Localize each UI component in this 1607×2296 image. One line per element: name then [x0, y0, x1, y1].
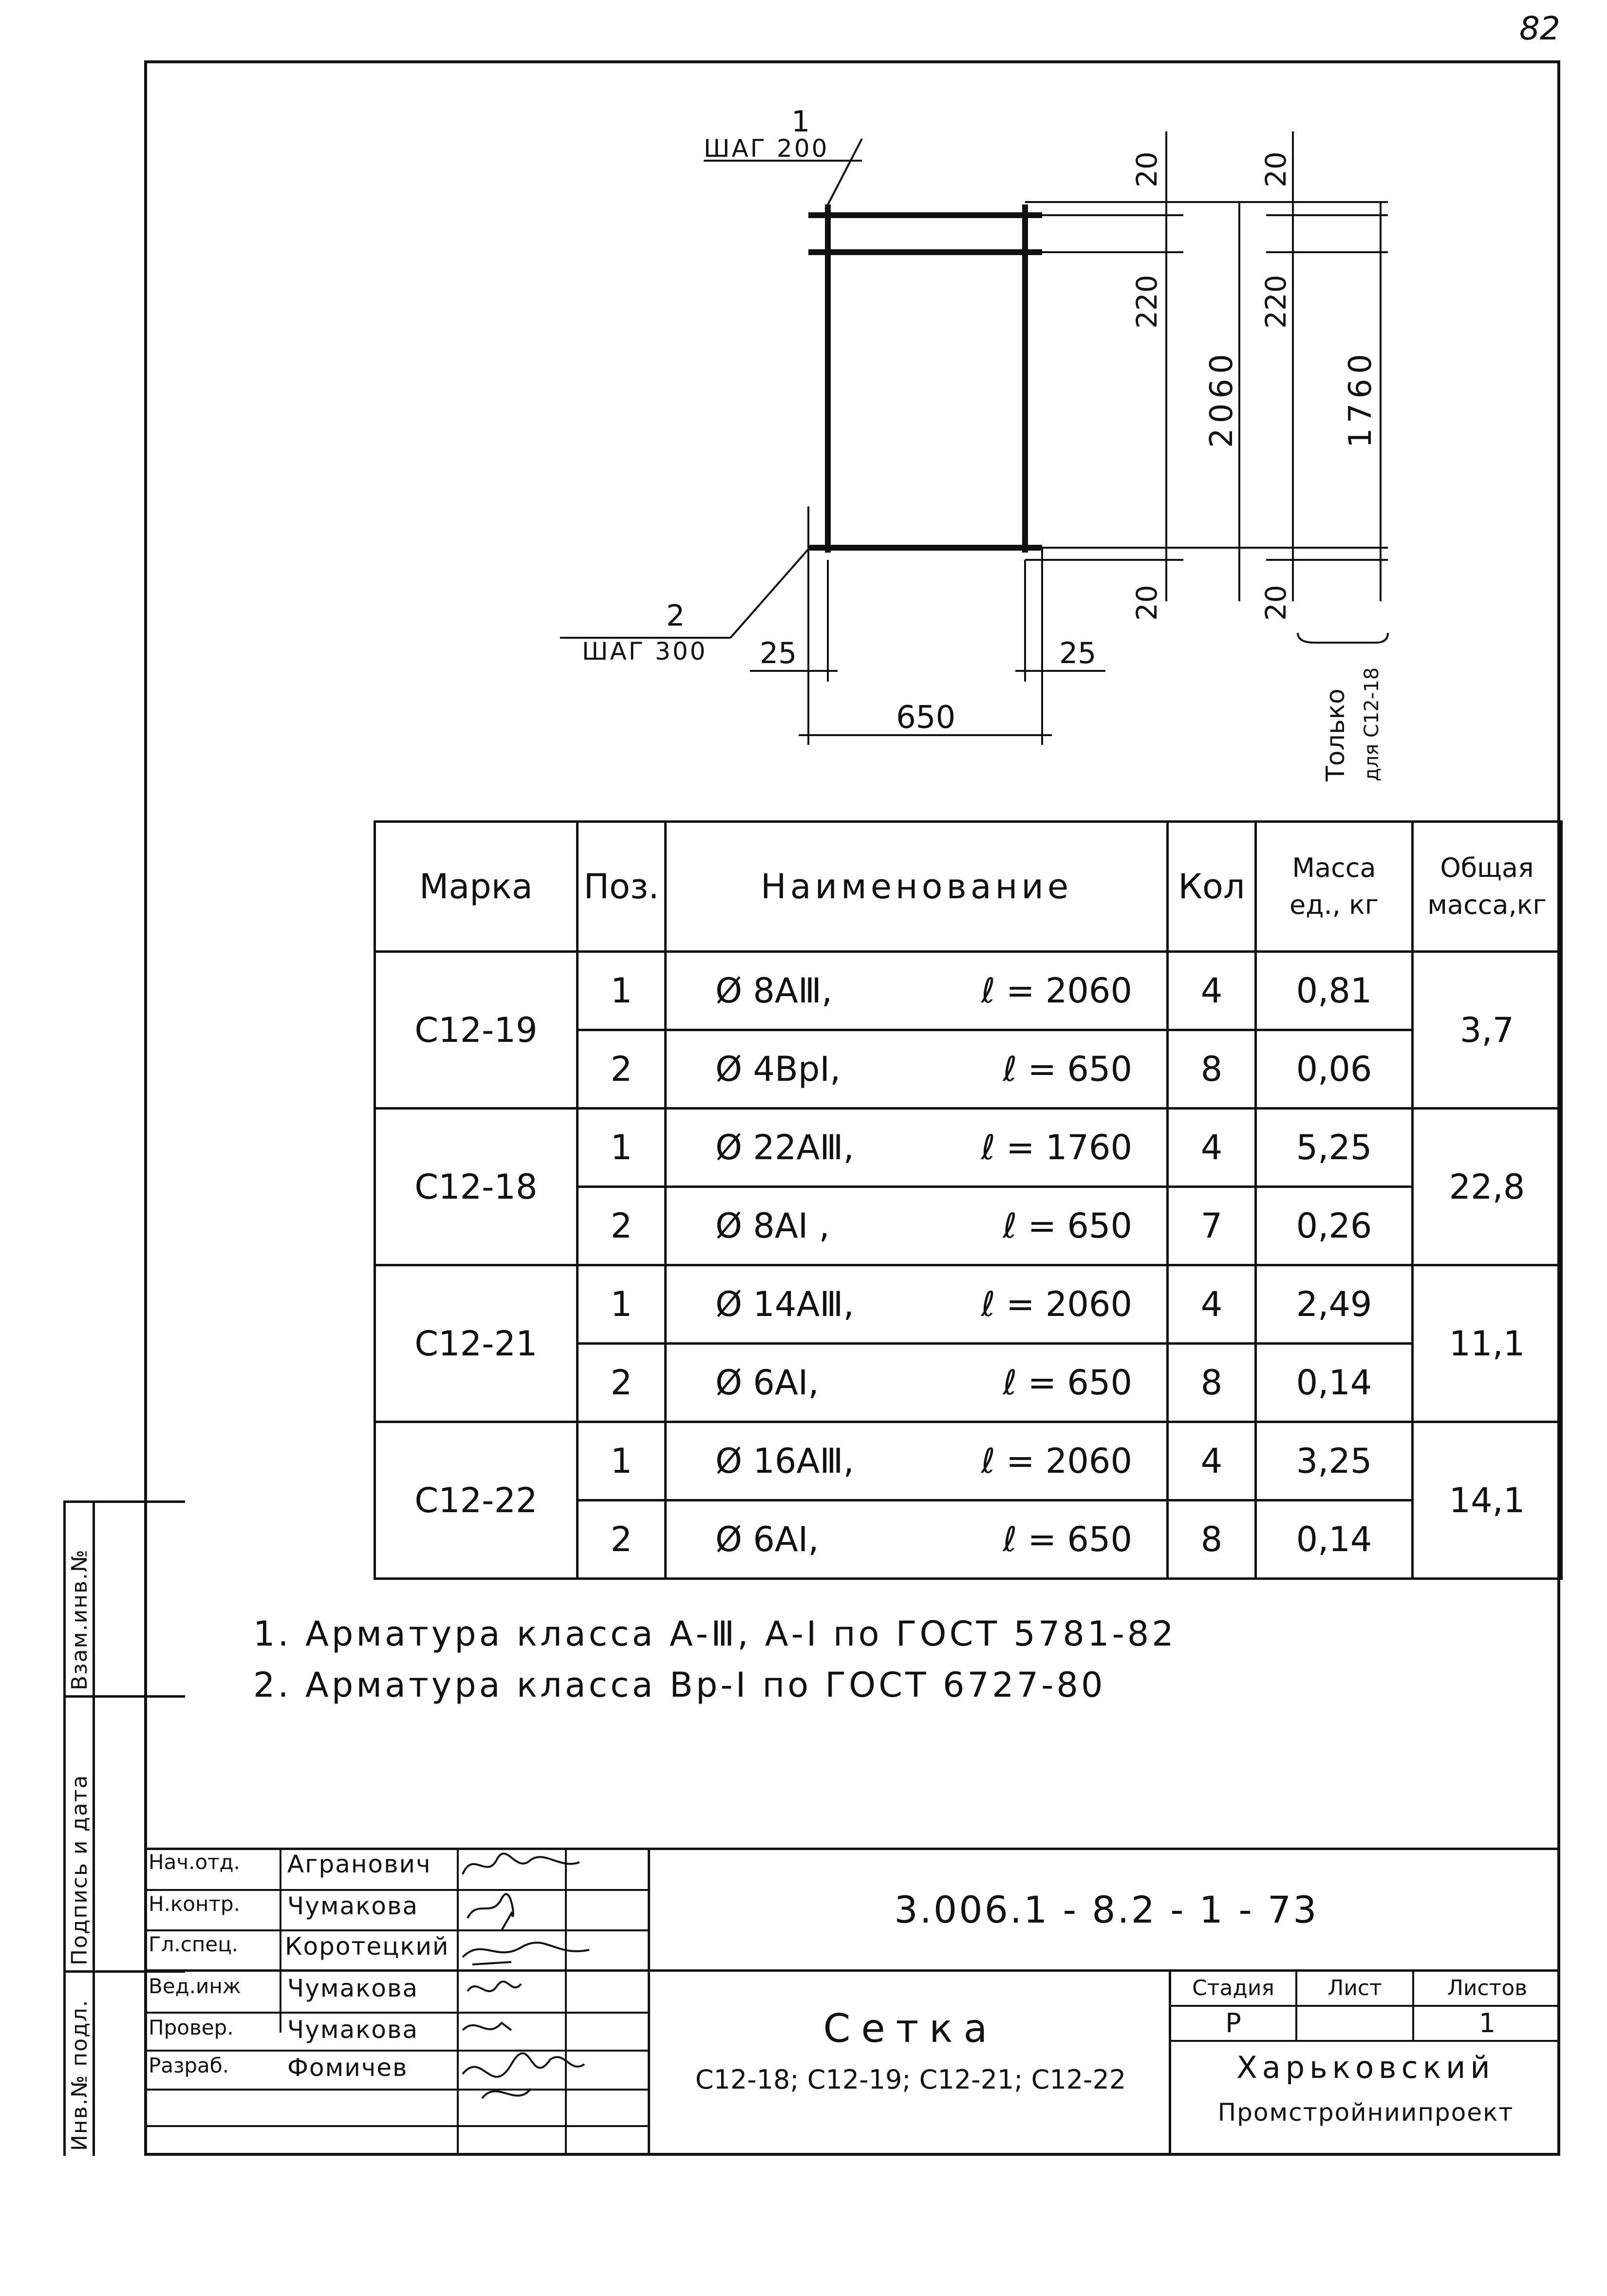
dim-total-length-left: 2060 — [1204, 349, 1240, 448]
pos-cell: 1 — [578, 1109, 666, 1187]
unit-mass-cell: 3,25 — [1256, 1422, 1413, 1500]
bar-length: ℓ = 2060 — [981, 1284, 1132, 1324]
bar-length: ℓ = 2060 — [981, 971, 1132, 1011]
unit-mass-cell: 0,14 — [1256, 1344, 1413, 1422]
signature-date-label: Подпись и дата — [67, 1774, 92, 1965]
table-row — [375, 1422, 1562, 1500]
unit-mass-cell: 0,14 — [1256, 1500, 1413, 1579]
name-cell — [666, 1344, 1168, 1422]
staff-role: Вед.инж — [149, 1974, 241, 1998]
stage-label: Стадия — [1192, 1976, 1274, 2000]
name-cell — [666, 1500, 1168, 1579]
dim-width: 650 — [896, 700, 956, 736]
total-mass-cell: 11,1 — [1413, 1265, 1562, 1422]
unit-mass-cell: 5,25 — [1256, 1109, 1413, 1187]
qty-cell: 4 — [1168, 952, 1256, 1030]
side-column — [44, 1500, 143, 2156]
staff-name: Чумакова — [287, 1892, 419, 1920]
dim-bar-spacing-left: 220 — [1130, 275, 1163, 329]
name-cell — [666, 1187, 1168, 1265]
header-unit-mass-line2: ед., кг — [1289, 889, 1379, 920]
dim-bottom-edge-right: 20 — [1259, 585, 1292, 621]
organization-line1: Харьковский — [1236, 2050, 1495, 2085]
name-cell — [666, 1422, 1168, 1500]
sheets-value: 1 — [1478, 2008, 1496, 2038]
name-cell — [666, 1109, 1168, 1187]
table-row — [375, 952, 1562, 1030]
signatures — [453, 1845, 609, 2137]
bar-spec: Ø 16АⅢ, — [715, 1441, 854, 1481]
qty-cell: 4 — [1168, 1109, 1256, 1187]
bar-spec: Ø 14АⅢ, — [715, 1284, 854, 1324]
organization-line2: Промстройниипроект — [1217, 2098, 1514, 2127]
dim-overhang-right: 25 — [1059, 636, 1097, 670]
header-qty: Кол — [1168, 822, 1256, 952]
dim-top-edge-left: 20 — [1130, 151, 1163, 187]
mark-cell: С12-19 — [375, 952, 578, 1109]
name-cell — [666, 952, 1168, 1030]
pos-cell: 2 — [578, 1187, 666, 1265]
header-name: Наименование — [666, 822, 1168, 952]
staff-role: Провер. — [149, 2016, 234, 2039]
unit-mass-cell: 2,49 — [1256, 1265, 1413, 1344]
dim-top-edge-right: 20 — [1259, 151, 1292, 187]
bar-spec: Ø 6АI, — [715, 1363, 819, 1403]
header-unit-mass — [1256, 822, 1413, 952]
staff-role: Гл.спец. — [149, 1932, 239, 1956]
bar-spec: Ø 4ВрI, — [715, 1049, 841, 1089]
notes — [253, 1614, 1177, 1716]
dim-total-length-right: 1760 — [1343, 349, 1379, 448]
stage-value: Р — [1225, 2008, 1241, 2038]
staff-role: Н.контр. — [149, 1892, 240, 1916]
pos-cell: 2 — [578, 1344, 666, 1422]
table-row — [375, 1109, 1562, 1187]
total-mass-cell: 3,7 — [1413, 952, 1562, 1109]
name-cell — [666, 1265, 1168, 1344]
qty-cell: 8 — [1168, 1030, 1256, 1109]
bar-length: ℓ = 1760 — [981, 1128, 1132, 1167]
header-total-mass — [1413, 822, 1562, 952]
staff-name: Чумакова — [287, 2016, 419, 2044]
unit-mass-cell: 0,06 — [1256, 1030, 1413, 1109]
dim-bar-spacing-right: 220 — [1259, 275, 1292, 329]
header-pos: Поз. — [578, 822, 666, 952]
staff-role: Нач.отд. — [149, 1850, 241, 1874]
table-header-row — [375, 822, 1562, 952]
drawing-title: Сетка — [823, 2006, 998, 2051]
header-mark: Марка — [375, 822, 578, 952]
pos-cell: 2 — [578, 1500, 666, 1579]
sheets-label: Листов — [1447, 1976, 1528, 2000]
header-total-mass-line1: Общая — [1440, 852, 1534, 884]
only-for-note-1: Только — [1321, 688, 1350, 781]
bar-length: ℓ = 2060 — [981, 1441, 1132, 1481]
pos2-label: 2 — [666, 599, 685, 633]
bar-spec: Ø 22АⅢ, — [715, 1128, 854, 1167]
staff-name: Чумакова — [287, 1974, 419, 2002]
pos-cell: 1 — [578, 952, 666, 1030]
dim-bottom-edge-left: 20 — [1130, 585, 1163, 621]
bar-spec: Ø 6АI, — [715, 1519, 819, 1559]
staff-name: Коротецкий — [285, 1932, 449, 1961]
pos-cell: 1 — [578, 1422, 666, 1500]
pos1-label: 1 — [791, 105, 810, 139]
total-mass-cell: 22,8 — [1413, 1109, 1562, 1265]
header-total-mass-line2: масса,кг — [1427, 889, 1547, 920]
qty-cell: 8 — [1168, 1500, 1256, 1579]
bar-spec: Ø 8АⅢ, — [715, 971, 833, 1011]
note-1: 1. Арматура класса А-Ⅲ, А-I по ГОСТ 5781-82 — [253, 1614, 1177, 1654]
mark-cell: С12-22 — [375, 1422, 578, 1579]
sheet-label: Лист — [1327, 1976, 1382, 2000]
pos-cell: 2 — [578, 1030, 666, 1109]
pos1-step: ШАГ 200 — [704, 134, 829, 163]
bar-length: ℓ = 650 — [1003, 1206, 1132, 1246]
staff-role: Разраб. — [149, 2054, 229, 2077]
bar-length: ℓ = 650 — [1003, 1049, 1132, 1089]
qty-cell: 4 — [1168, 1265, 1256, 1344]
mark-cell: С12-21 — [375, 1265, 578, 1422]
mark-cell: С12-18 — [375, 1109, 578, 1265]
pos2-step: ШАГ 300 — [582, 637, 708, 666]
bar-length: ℓ = 650 — [1003, 1363, 1132, 1403]
qty-cell: 4 — [1168, 1422, 1256, 1500]
header-unit-mass-line1: Масса — [1292, 852, 1376, 884]
staff-name: Агранович — [287, 1850, 431, 1878]
unit-mass-cell: 0,81 — [1256, 952, 1413, 1030]
staff-name: Фомичев — [287, 2054, 408, 2082]
page-number: 82 — [1519, 10, 1560, 47]
bar-spec: Ø 8АI , — [715, 1206, 830, 1246]
specification-table — [374, 820, 1563, 1580]
name-cell — [666, 1030, 1168, 1109]
unit-mass-cell: 0,26 — [1256, 1187, 1413, 1265]
only-for-note-2: для С12-18 — [1361, 667, 1383, 781]
replace-inventory-label: Взам.инв.№ — [67, 1549, 92, 1690]
dim-overhang-left: 25 — [760, 636, 797, 670]
drawing-subtitle: С12-18; С12-19; С12-21; С12-22 — [695, 2064, 1126, 2095]
document-code: 3.006.1 - 8.2 - 1 - 73 — [894, 1888, 1319, 1931]
pos-cell: 1 — [578, 1265, 666, 1344]
total-mass-cell: 14,1 — [1413, 1422, 1562, 1579]
qty-cell: 8 — [1168, 1344, 1256, 1422]
qty-cell: 7 — [1168, 1187, 1256, 1265]
inventory-original-label: Инв.№ подл. — [67, 1999, 92, 2151]
table-row — [375, 1265, 1562, 1344]
note-2: 2. Арматура класса Вр-I по ГОСТ 6727-80 — [253, 1665, 1106, 1705]
mesh-drawing — [536, 97, 1510, 828]
bar-length: ℓ = 650 — [1003, 1519, 1132, 1559]
